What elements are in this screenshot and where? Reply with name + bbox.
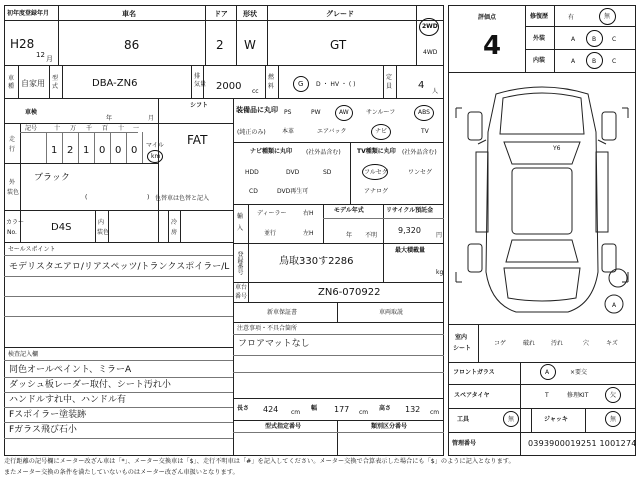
registration-label: 登録番号 xyxy=(236,251,243,275)
length-value: 424 xyxy=(263,405,279,414)
drive-2wd: 2WD xyxy=(422,23,438,30)
seat-label-a: 室内 xyxy=(455,334,468,341)
ext-a: A xyxy=(571,36,576,43)
model-year-unit: 年 xyxy=(346,232,353,239)
displacement: 2000 xyxy=(216,81,242,92)
navi-cd: CD xyxy=(249,188,258,195)
front-glass-replace: ×要交 xyxy=(570,369,588,376)
model-label-b: 式 xyxy=(52,83,59,90)
diagram-rear-mark: A xyxy=(612,302,617,309)
exterior-paren-close: ) xyxy=(147,194,150,201)
recycle-label: リサイクル預託金 xyxy=(386,207,434,214)
exterior-note: 色替車は色替と記入 xyxy=(155,195,210,202)
first-reg-month: 12 xyxy=(36,51,45,59)
equip-leather: 本革 xyxy=(282,128,295,135)
spare-label: スペアタイヤ xyxy=(454,392,490,399)
height-value: 132 xyxy=(405,405,421,414)
mgmt-value: 0393900019251 1001274 xyxy=(528,439,637,448)
mileage-place-4: 十 xyxy=(118,125,125,132)
exterior-value: ブラック xyxy=(34,173,70,183)
import-parallel: 並行 xyxy=(264,230,277,237)
length-label: 長さ xyxy=(237,405,250,412)
height-label: 高さ xyxy=(379,405,392,412)
navi-sd: SD xyxy=(323,169,332,176)
inspector-note-0: 同色オールペイント、ミラーA xyxy=(9,365,132,375)
inspection-label: 車検 xyxy=(25,109,38,116)
tv-label: TV種類に丸印 xyxy=(357,148,396,155)
sales-point-label: セールスポイント xyxy=(8,246,56,253)
navi-sub: (社外品含む) xyxy=(306,149,341,156)
jack-value: 無 xyxy=(610,416,617,423)
mileage-place-2: 千 xyxy=(86,125,93,132)
use-label-b: 種 xyxy=(8,83,15,90)
manual: 車両取説 xyxy=(379,309,404,316)
doors-label: ドア xyxy=(214,10,228,18)
max-load-label: 最大積載量 xyxy=(395,247,426,254)
class-label: 類別区分番号 xyxy=(371,423,408,430)
front-glass-a: A xyxy=(545,369,550,376)
model-label-a: 型 xyxy=(52,75,59,82)
fuel-label-a: 燃 xyxy=(268,74,275,81)
inspector-note-3: Fスポイラー塗装跡 xyxy=(9,410,87,420)
capacity: 4 xyxy=(418,80,425,91)
registration-value: 鳥取330す2286 xyxy=(279,256,354,267)
navi-dvd: DVD xyxy=(286,169,300,176)
caution-label: 注意事項・不具合箇所 xyxy=(237,325,298,332)
mileage-record-label: 記号 xyxy=(25,125,38,132)
color-code-value: D4S xyxy=(51,222,72,233)
first-reg-label: 初年度登録年月 xyxy=(7,10,50,17)
mileage-digit-0: 1 xyxy=(51,145,58,156)
navi-hdd: HDD xyxy=(245,169,259,176)
grade-label: グレード xyxy=(326,10,354,18)
mileage-place-1: 万 xyxy=(70,125,77,132)
import-right: 右H xyxy=(303,210,314,217)
exterior-label-b: 装色 xyxy=(7,189,20,196)
tools-label: 工具 xyxy=(457,416,470,423)
ext-b: B xyxy=(592,36,597,43)
sales-point-text: モデリスタエアロ/リアスペッツ/トランクスポイラー/L xyxy=(9,262,230,272)
mileage-digit-3: 0 xyxy=(99,145,106,156)
spare-missing: 欠 xyxy=(610,392,617,399)
recycle-value: 9,320 xyxy=(398,226,421,235)
tv-analog: アナログ xyxy=(364,188,389,195)
seat-ana: 穴 xyxy=(583,340,590,347)
navi-label: ナビ種類に丸印 xyxy=(250,148,293,155)
jack-label: ジャッキ xyxy=(544,416,568,423)
seat-kizu: キズ xyxy=(606,340,618,347)
inspection-month: 月 xyxy=(148,115,155,122)
model-year-unknown: 不明 xyxy=(365,232,378,239)
car-name-label: 車名 xyxy=(122,10,136,18)
inspector-note-4: Fガラス飛び石小 xyxy=(9,425,77,435)
front-glass-label: フロントガラス xyxy=(453,369,495,376)
mileage-label-a: 走 xyxy=(9,136,16,143)
color-code-label-a: カラー xyxy=(6,219,25,226)
use-label-a: 車 xyxy=(8,75,15,82)
chassis-label-b: 番号 xyxy=(235,293,248,300)
mileage-digit-2: 1 xyxy=(83,145,90,156)
grade: GT xyxy=(330,38,347,52)
equip-pw: PW xyxy=(311,109,321,116)
tv-sub: (社外品含む) xyxy=(402,149,437,156)
mileage-unit-km: km xyxy=(151,153,161,160)
shift-value: FAT xyxy=(187,133,208,147)
use-value: 自家用 xyxy=(21,79,45,88)
max-load-unit: kg xyxy=(436,269,444,276)
mileage-label-b: 行 xyxy=(9,146,16,153)
new-car-warranty: 新車保証書 xyxy=(267,309,298,316)
spare-kit: 修理KIT xyxy=(567,392,589,399)
mileage-digit-5: 0 xyxy=(131,145,138,156)
diagram-front-mark: Y6 xyxy=(553,145,561,152)
tools-value: 無 xyxy=(508,416,515,423)
seat-label-b: シート xyxy=(453,345,472,352)
fuel-label-b: 料 xyxy=(268,83,275,90)
chassis-value: ZN6-070922 xyxy=(318,287,381,298)
inspector-note-2: ハンドルすれ中、ハンドル有 xyxy=(9,395,127,405)
int-b: B xyxy=(592,58,597,65)
cap-label-a: 定 xyxy=(386,74,393,81)
seat-koge: コゲ xyxy=(494,340,507,347)
mileage-place-5: 一 xyxy=(133,125,140,132)
int-c: C xyxy=(612,58,617,65)
tv-oneseg: ワンセグ xyxy=(408,169,433,176)
equip-abs: ABS xyxy=(418,109,430,116)
shape-label: 形状 xyxy=(243,10,257,18)
ext-label: 外装 xyxy=(533,35,546,42)
equip-sunroof: サンルーフ xyxy=(366,109,396,116)
width-unit: cm xyxy=(359,409,369,416)
mgmt-label: 管理番号 xyxy=(452,440,477,447)
cap-label-b: 員 xyxy=(386,83,393,90)
mileage-unit-mile: マイル xyxy=(146,142,164,149)
equipment-label: 装備品に丸印 xyxy=(236,106,278,114)
length-unit: cm xyxy=(291,409,301,416)
int-label: 内装 xyxy=(533,57,546,64)
equipment-sublabel: (純正のみ) xyxy=(237,129,266,136)
footer-line-2: またメーター交換の条件を満たしていないものはメーター改ざん車扱いとなります。 xyxy=(4,469,239,476)
model: DBA-ZN6 xyxy=(92,78,138,89)
spare-t: T xyxy=(545,392,549,399)
repair-no: 無 xyxy=(604,13,611,20)
import-label-b: 入 xyxy=(237,225,244,232)
car-diagram xyxy=(448,72,636,324)
fuel-options: D ・ HV ・ ( ) xyxy=(316,81,356,88)
exterior-label-a: 外 xyxy=(9,179,16,186)
interior-label-a: 内 xyxy=(98,219,105,226)
width-label: 幅 xyxy=(311,405,318,412)
footer-line-1: 走行距離の記号欄にメーター改ざん車は「*」、メーター交換車は「$」、走行不明車は「#」を記入してください。メーター交換で合算表示した場合にも「$」のように記入となります。 xyxy=(4,458,515,465)
recall-label-b: 房 xyxy=(171,229,178,236)
mileage-place-0: 十 xyxy=(54,125,61,132)
import-dealer: ディーラー xyxy=(257,210,287,217)
seat-yogore: 汚れ xyxy=(551,340,564,347)
shape: W xyxy=(244,38,256,52)
int-a: A xyxy=(571,58,576,65)
type-design-label: 型式指定番号 xyxy=(265,423,302,430)
disp-unit: cc xyxy=(252,88,259,95)
recall-label-a: 冷 xyxy=(171,219,178,226)
exterior-paren-open: ( xyxy=(85,194,88,201)
drive-4wd: 4WD xyxy=(423,49,438,56)
ext-c: C xyxy=(612,36,617,43)
inspector-notes-label: 検査記入欄 xyxy=(8,351,39,358)
equip-navi: ナビ xyxy=(375,128,388,135)
disp-label-b: 気量 xyxy=(194,81,207,88)
rating-value: 4 xyxy=(483,31,502,61)
recycle-unit: 円 xyxy=(436,232,443,239)
fuel-selected: G xyxy=(298,80,304,88)
repair-yes: 有 xyxy=(568,14,575,21)
inspection-year: 年 xyxy=(106,115,113,122)
interior-label-b: 装色 xyxy=(97,229,110,236)
width-value: 177 xyxy=(334,405,350,414)
import-label-a: 輸 xyxy=(237,213,244,220)
seat-yabure: 破れ xyxy=(523,340,536,347)
doors: 2 xyxy=(216,38,224,52)
first-reg-era: H28 xyxy=(10,37,35,51)
car-name: 86 xyxy=(124,38,140,52)
tv-fullseg: フルセグ xyxy=(364,169,388,176)
color-code-label-b: No. xyxy=(7,229,17,236)
cap-unit: 人 xyxy=(432,88,439,95)
caution-text: フロアマットなし xyxy=(238,339,310,349)
mileage-digit-1: 2 xyxy=(67,145,74,156)
navi-dvd-play: DVD再生可 xyxy=(277,188,309,195)
chassis-label-a: 車台 xyxy=(235,284,248,291)
inspector-note-1: ダッシュ板レーダー取付、シート汚れ小 xyxy=(9,380,171,390)
shift-label: シフト xyxy=(190,102,209,109)
mileage-digit-4: 0 xyxy=(115,145,122,156)
rating-label: 評価点 xyxy=(478,14,497,21)
equip-tv: TV xyxy=(421,128,429,135)
equip-aw: AW xyxy=(339,109,349,116)
model-year-label: モデル年式 xyxy=(334,207,364,214)
equip-ps: PS xyxy=(284,109,292,116)
disp-label-a: 排 xyxy=(194,73,201,80)
height-unit: cm xyxy=(430,409,440,416)
first-reg-month-unit: 月 xyxy=(46,55,53,63)
equip-airbag: エアバック xyxy=(317,128,347,135)
repair-label: 修復歴 xyxy=(530,13,549,20)
import-left: 左H xyxy=(303,230,314,237)
mileage-place-3: 百 xyxy=(102,125,109,132)
